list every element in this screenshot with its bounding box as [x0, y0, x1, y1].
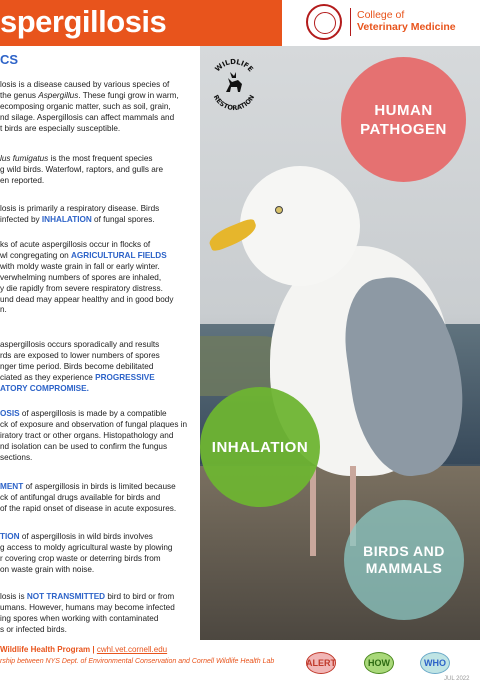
logo-divider [350, 8, 351, 36]
section-heading: CS [0, 52, 19, 67]
circle-human-pathogen [341, 57, 466, 182]
title-bar [0, 0, 282, 46]
text-line: nd silage. Aspergillosis can affect mammals and [0, 112, 175, 122]
wildlife-restoration-logo-icon [208, 54, 260, 114]
text-line: g wild birds. Waterfowl, raptors, and gulls are [0, 164, 164, 174]
text-line: n. [0, 305, 7, 315]
text-line: ck of exposure and observation of fungal plaques in [0, 419, 188, 429]
text-line: ck of antifungal drugs available for birds and [0, 492, 161, 502]
text-line: verwhelming numbers of spores are inhaled, [0, 272, 162, 282]
gull-photo [200, 46, 480, 640]
how-badge: HOW [364, 652, 394, 674]
text-line: umans. However, humans may become infected [0, 602, 175, 612]
svg-text:WILDLIFE [214, 58, 255, 74]
text-line: ecomposing organic matter, such as soil, grain, [0, 101, 171, 111]
circle-label: MAMMALS [365, 560, 443, 576]
text-line: lus fumigatus is the most frequent species [0, 154, 153, 163]
text-line: s or infected birds. [0, 624, 67, 634]
website-link[interactable]: cwhl.vet.cornell.edu [96, 645, 168, 654]
text-line: y die rapidly from severe respiratory distress. [0, 283, 163, 293]
text-line: sections. [0, 452, 33, 462]
paragraph-transmission [0, 592, 200, 636]
paragraph-prevention [0, 532, 200, 576]
badge-text-top: WILDLIFE [213, 57, 255, 74]
alert-badge: ALERT [306, 652, 336, 674]
text-line: ciated as they experience PROGRESSIVE [0, 372, 155, 382]
text-line: en reported. [0, 175, 45, 185]
circle-birds-and-mammals [344, 500, 464, 620]
circle-label: BIRDS AND [363, 543, 445, 559]
circle-label: PATHOGEN [360, 120, 447, 138]
circle-label: HUMAN [374, 101, 433, 119]
text-line: nger time period. Birds become debilitated [0, 361, 154, 371]
gull-eye [275, 206, 283, 214]
text-line: r covering crop waste or deterring birds from [0, 553, 161, 563]
footer [0, 640, 480, 685]
logo-line-1: College of [357, 9, 405, 21]
text-line: the genus Aspergillus. These fungi grow in warm, [0, 90, 179, 100]
svg-text:RESTORATION [212, 94, 256, 113]
gull-leg [310, 466, 316, 556]
text-line: losis is primarily a respiratory disease. Birds [0, 204, 160, 213]
text-line: nd isolation can be used to confirm the fungus [0, 441, 168, 451]
page-title: spergillosis [0, 4, 167, 39]
text-line: losis is a disease caused by various species of [0, 80, 170, 89]
paragraph-chronic [0, 340, 200, 395]
header [0, 0, 480, 46]
text-line: und dead may appear healthy and in good body [0, 294, 174, 304]
text-line: t birds are especially susceptible. [0, 123, 121, 133]
paragraph-inhalation [0, 204, 200, 226]
text-line: of the rapid onset of disease in acute exposures. [0, 503, 177, 513]
footer-line-1 [0, 645, 167, 654]
text-line: aspergillosis occurs sporadically and results [0, 340, 160, 349]
paragraph-treatment [0, 482, 200, 515]
text-line: losis is NOT TRANSMITTED bird to bird or from [0, 592, 175, 601]
text-line: g access to moldy agricultural waste by plowing [0, 542, 173, 552]
circle-inhalation [200, 387, 320, 507]
text-line: MENT of aspergillosis in birds is limited because [0, 482, 176, 491]
college-logo-text [357, 9, 456, 33]
text-line: TION of aspergillosis in wild birds involves [0, 532, 153, 541]
footer-line-2: rship between NYS Dept. of Environmental Conservation and Cornell Wildlife Health Lab [0, 658, 275, 665]
text-line: wl congregating on AGRICULTURAL FIELDS [0, 250, 167, 260]
who-badge: WHO [420, 652, 450, 674]
publication-date: JUL 2022 [444, 676, 470, 682]
gull-head [240, 166, 360, 286]
text-line: ing spores when working with contaminated [0, 613, 159, 623]
logo-line-2: Veterinary Medicine [357, 21, 456, 33]
text-line: rds are exposed to lower numbers of spores [0, 350, 160, 360]
paragraph-species [0, 154, 200, 187]
text-line: on waste grain with noise. [0, 564, 95, 574]
program-name: Wildlife Health Program [0, 645, 91, 654]
separator: | [90, 645, 97, 654]
circle-label: INHALATION [211, 438, 309, 456]
text-line: ks of acute aspergillosis occur in flocks of [0, 240, 151, 249]
text-line: OSIS of aspergillosis is made by a compatible [0, 409, 167, 418]
paragraph-definition [0, 80, 200, 135]
badge-text-bottom: RESTORATION [211, 93, 257, 113]
text-line: with moldy waste grain in fall or early winter. [0, 261, 160, 271]
text-line: ATORY COMPROMISE. [0, 383, 89, 393]
paragraph-acute [0, 240, 200, 316]
cornell-seal-icon [306, 4, 342, 40]
paragraph-diagnosis [0, 409, 200, 464]
text-column [0, 46, 200, 640]
text-line: infected by INHALATION of fungal spores. [0, 214, 155, 224]
text-line: iratory tract or other organs. Histopathology and [0, 430, 174, 440]
